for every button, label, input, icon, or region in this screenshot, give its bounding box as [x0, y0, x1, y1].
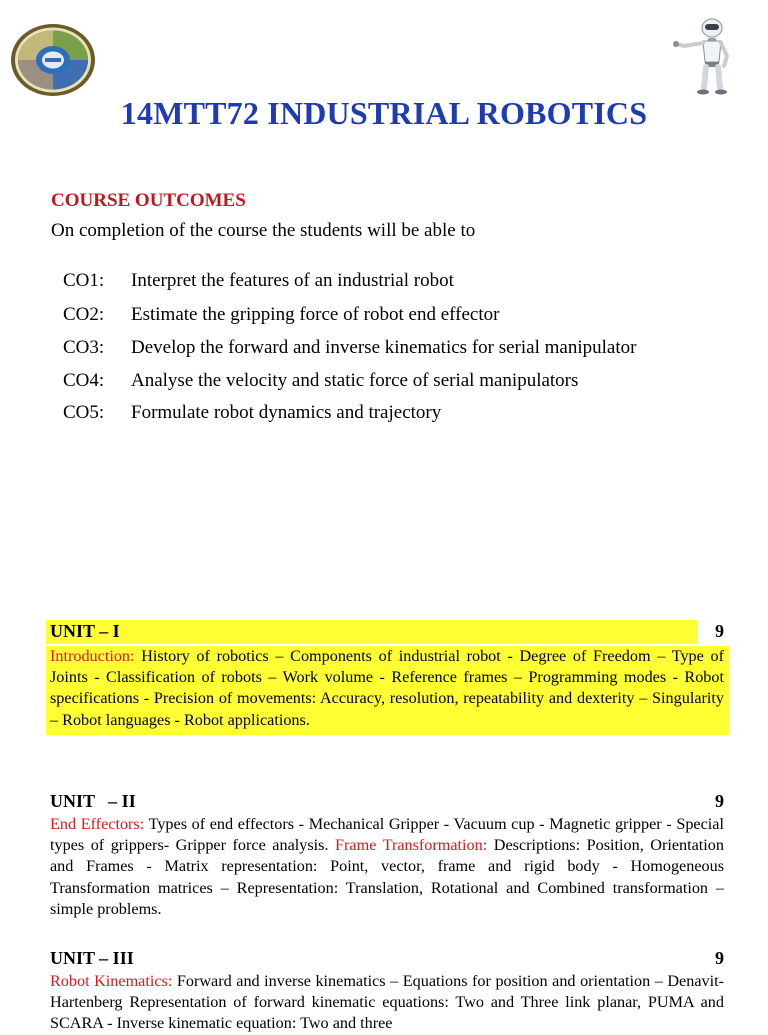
course-outcome-item: [63, 304, 499, 326]
course-outcome-code: CO3:: [63, 337, 105, 358]
unit-3-header: [46, 947, 729, 971]
course-outcome-code: CO5:: [63, 402, 105, 423]
unit-3-topic-label: Robot Kinematics:: [50, 972, 173, 990]
institution-logo-icon: [9, 22, 97, 98]
course-outcome-item: [63, 337, 636, 359]
robot-icon: [672, 16, 736, 96]
course-outcomes-heading: COURSE OUTCOMES: [51, 190, 246, 211]
course-outcome-text: Estimate the gripping force of robot end effector: [131, 304, 500, 325]
course-outcome-code: CO1:: [63, 270, 105, 291]
unit-1-header: [46, 620, 729, 644]
unit-3-description: [46, 971, 729, 1035]
unit-2-title: UNIT – II: [50, 791, 136, 811]
unit-2-topic-label: End Effectors:: [50, 815, 145, 833]
course-outcome-text: Interpret the features of an industrial robot: [131, 270, 454, 291]
course-outcome-item: [63, 270, 454, 292]
unit-1-description: [46, 646, 729, 735]
course-outcome-code: CO2:: [63, 304, 105, 325]
unit-1-hours: 9: [715, 621, 724, 641]
unit-3-topic-text: Forward and inverse kinematics – Equations for position and orientation – Denavit- Hartenberg Representation of forward kinematic equations: Two and Three link planar, PUMA and SCARA - Inverse kinematic equation: Two and three: [50, 972, 724, 1033]
course-outcome-item: [63, 402, 441, 424]
unit-2-topic-label-2: Frame Transformation:: [335, 836, 488, 855]
unit-1-title: UNIT – I: [50, 621, 120, 641]
unit-2-topic-text: Types of end effectors - Mechanical Gripper - Vacuum cup - Magnetic gripper - Special types of grippers- Gripper force analysis.: [50, 815, 724, 855]
course-outcome-text: Develop the forward and inverse kinematics for serial manipulator: [131, 337, 637, 358]
unit-1-topic-label: Introduction:: [50, 647, 135, 665]
unit-2-description: [46, 814, 729, 920]
unit-3-section: [46, 947, 729, 1035]
unit-2-hours: 9: [715, 791, 724, 811]
unit-1-highlight: [46, 620, 698, 644]
course-outcome-text: Analyse the velocity and static force of serial manipulators: [131, 370, 579, 391]
unit-1-section: [46, 620, 729, 735]
unit-3-hours: 9: [715, 948, 724, 968]
course-outcome-text: Formulate robot dynamics and trajectory: [131, 402, 442, 423]
unit-3-title: UNIT – III: [50, 948, 134, 968]
course-outcome-item: [63, 370, 578, 392]
page-title: 14MTT72 INDUSTRIAL ROBOTICS: [120, 95, 648, 131]
unit-1-topic-text: History of robotics – Components of industrial robot - Degree of Freedom – Type of Joints - Classification of robots – Work volume - Reference frames – Programming modes - Robot specifications - Precision of movements: Accuracy, resolution, repeatability and dexterity – Singularity – Robot languages - Robot applications.: [50, 647, 724, 729]
course-outcome-code: CO4:: [63, 370, 105, 391]
unit-2-section: [46, 790, 729, 920]
unit-2-header: [46, 790, 729, 814]
course-outcomes-intro: On completion of the course the students will be able to: [51, 220, 476, 241]
unit-2-topic-text-2: Descriptions: Position, Orientation and Frames - Matrix representation: Point, vector, frame and rigid body - Homogeneous Transformation matrices – Representation: Translation, Rotational and Combined transformation – simple problems.: [50, 836, 724, 918]
